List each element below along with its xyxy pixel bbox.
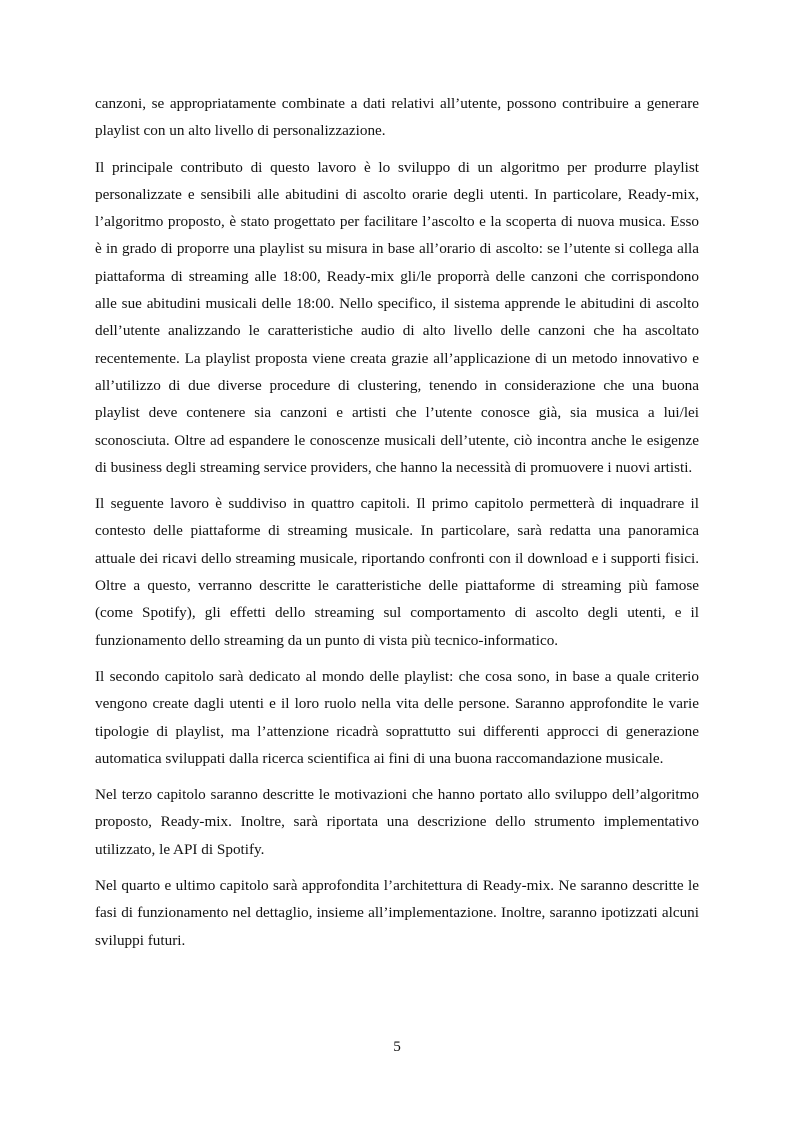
paragraph-chapter-2: Il secondo capitolo sarà dedicato al mondo delle playlist: che cosa sono, in base a quale criterio vengono create dagli utenti e il loro ruolo nella vita delle persone. Saranno approfondite le varie tipologie di playlist, ma l’attenzione ricadrà soprattutto sui differenti approcci di generazione automatica sviluppati dalla ricerca scientifica ai fini di una buona raccomandazione musicale. xyxy=(95,667,699,767)
paragraph-chapter-4: Nel quarto e ultimo capitolo sarà approfondita l’architettura di Ready-mix. Ne saranno descritte le fasi di funzionamento nel dettaglio, insieme all’implementazione. Inoltre, saranno ipotizzati alcuni sviluppi futuri. xyxy=(95,877,699,949)
paragraph-intro-continuation: canzoni, se appropriatamente combinate a dati relativi all’utente, possono contribuire a generare playlist con un alto livello di personalizzazione. xyxy=(95,95,699,140)
paragraph-main-contribution: Il principale contributo di questo lavoro è lo sviluppo di un algoritmo per produrre playlist personalizzate e sensibili alle abitudini di ascolto orarie degli utenti. In particolare, Ready-mix, l’algoritmo proposto, è stato progettato per facilitare l’ascolto e la scoperta di nuova musica. Esso è in grado di proporre una playlist su misura in base all’orario di ascolto: se l’utente si collega alla piattaforma di streaming alle 18:00, Ready-mix gli/le proporrà delle canzoni che corrispondono alle sue abitudini musicali delle 18:00. Nello specifico, il sistema apprende le abitudini di ascolto dell’utente analizzando le caratteristiche audio di alto livello delle canzoni che ha ascoltato recentemente. La playlist proposta viene creata grazie all’applicazione di un metodo innovativo e all’utilizzo di due diverse procedure di clustering, tenendo in considerazione che una buona playlist deve contenere sia canzoni e artisti che l’utente conosce già, sia musica a lui/lei sconosciuta. Oltre ad espandere le conoscenze musicali dell’utente, ciò incontra anche le esigenze di business degli streaming service providers, che hanno la necessità di promuovere i nuovi artisti. xyxy=(95,158,699,476)
paragraph-chapter-3: Nel terzo capitolo saranno descritte le motivazioni che hanno portato allo sviluppo dell’algoritmo proposto, Ready-mix. Inoltre, sarà riportata una descrizione dello strumento implementativo utilizzato, le API di Spotify. xyxy=(95,786,699,858)
document-body xyxy=(95,90,699,963)
paragraph-structure-chapter-1: Il seguente lavoro è suddiviso in quattro capitoli. Il primo capitolo permetterà di inquadrare il contesto delle piattaforme di streaming musicale. In particolare, sarà redatta una panoramica attuale dei ricavi dello streaming musicale, riportando confronti con il download e i supporti fisici. Oltre a questo, verranno descritte le caratteristiche delle piattaforme di streaming più famose (come Spotify), gli effetti dello streaming sul comportamento di ascolto degli utenti, e il funzionamento dello streaming da un punto di vista più tecnico-informatico. xyxy=(95,495,699,649)
page-number: 5 xyxy=(393,1038,401,1055)
